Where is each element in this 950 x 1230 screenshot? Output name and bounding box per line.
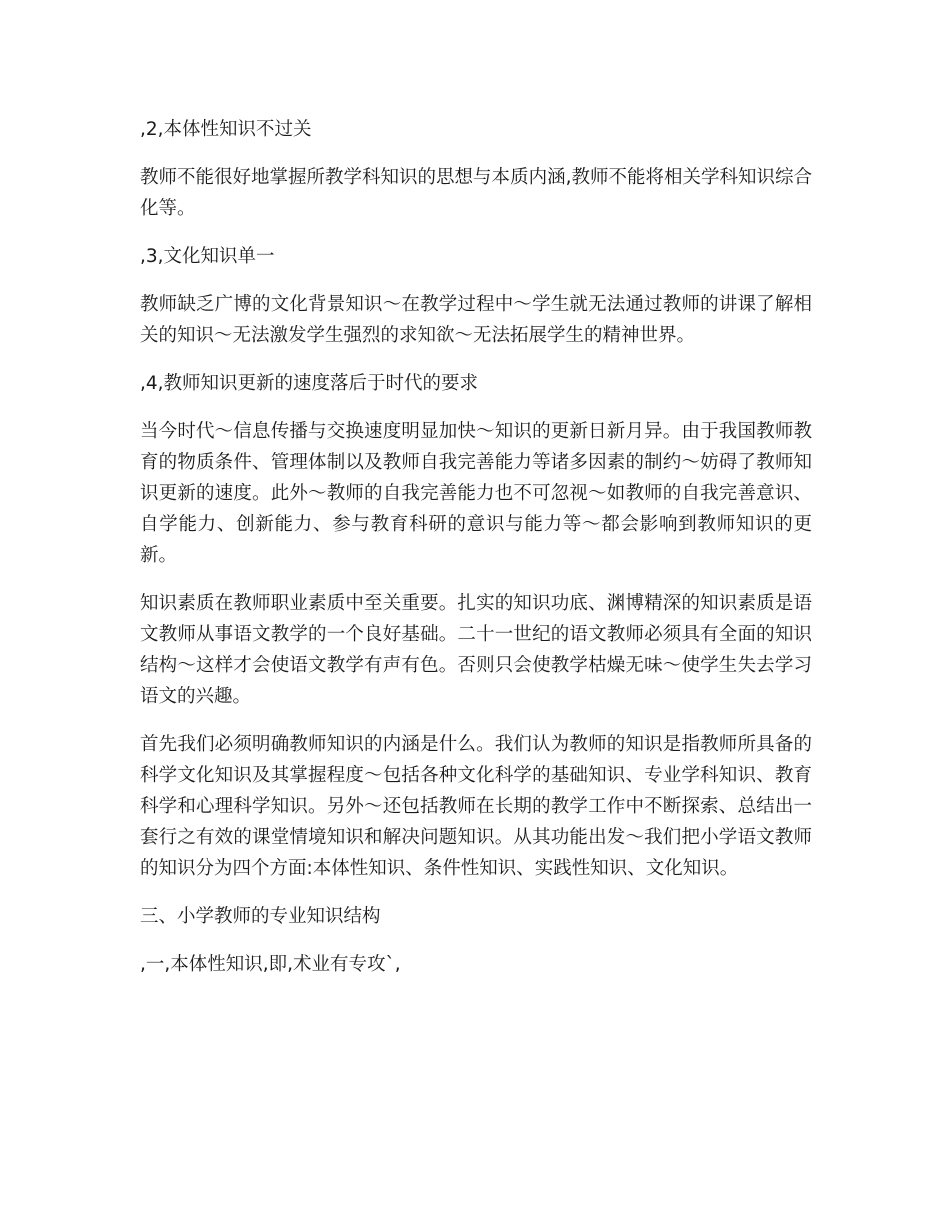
subsection-heading-one: ,一,本体性知识,即,术业有专攻`,	[140, 954, 401, 975]
paragraph-cultural-knowledge: 教师缺乏广博的文化背景知识～在教学过程中～学生就无法通过教师的讲课了解相关的知识～无法激发学生强烈的求知欲～无法拓展学生的精神世界。	[140, 294, 812, 346]
document-body	[140, 114, 812, 997]
paragraph-knowledge-update: 当今时代～信息传播与交换速度明显加快～知识的更新日新月异。由于我国教师教育的物质条件、管理体制以及教师自我完善能力等诸多因素的制约～妨碍了教师知识更新的速度。此外～教师的自我完善能力也不可忽视～如教师的自我完善意识、自学能力、创新能力、参与教育科研的意识与能力等～都会影响到教师知识的更新。	[140, 421, 812, 566]
paragraph-teacher-knowledge-definition: 首先我们必须明确教师知识的内涵是什么。我们认为教师的知识是指教师所具备的科学文化知识及其掌握程度～包括各种文化科学的基础知识、专业学科知识、教育科学和心理科学知识。另外～还包括教师在长期的教学工作中不断探索、总结出一套行之有效的课堂情境知识和解决问题知识。从其功能出发～我们把小学语文教师的知识分为四个方面:本体性知识、条件性知识、实践性知识、文化知识。	[140, 734, 812, 879]
section-heading-4: ,4,教师知识更新的速度落后于时代的要求	[140, 373, 479, 394]
section-heading-2: ,2,本体性知识不过关	[140, 119, 312, 140]
paragraph-knowledge-quality: 知识素质在教师职业素质中至关重要。扎实的知识功底、渊博精深的知识素质是语文教师从事语文教学的一个良好基础。二十一世纪的语文教师必须具有全面的知识结构～这样才会使语文教学有声有色。否则只会使教学枯燥无味～使学生失去学习语文的兴趣。	[140, 593, 812, 707]
section-heading-part-three: 三、小学教师的专业知识结构	[140, 906, 381, 927]
paragraph-ontological-knowledge: 教师不能很好地掌握所教学科知识的思想与本质内涵,教师不能将相关学科知识综合化等。	[140, 167, 812, 219]
section-heading-3: ,3,文化知识单一	[140, 246, 275, 267]
